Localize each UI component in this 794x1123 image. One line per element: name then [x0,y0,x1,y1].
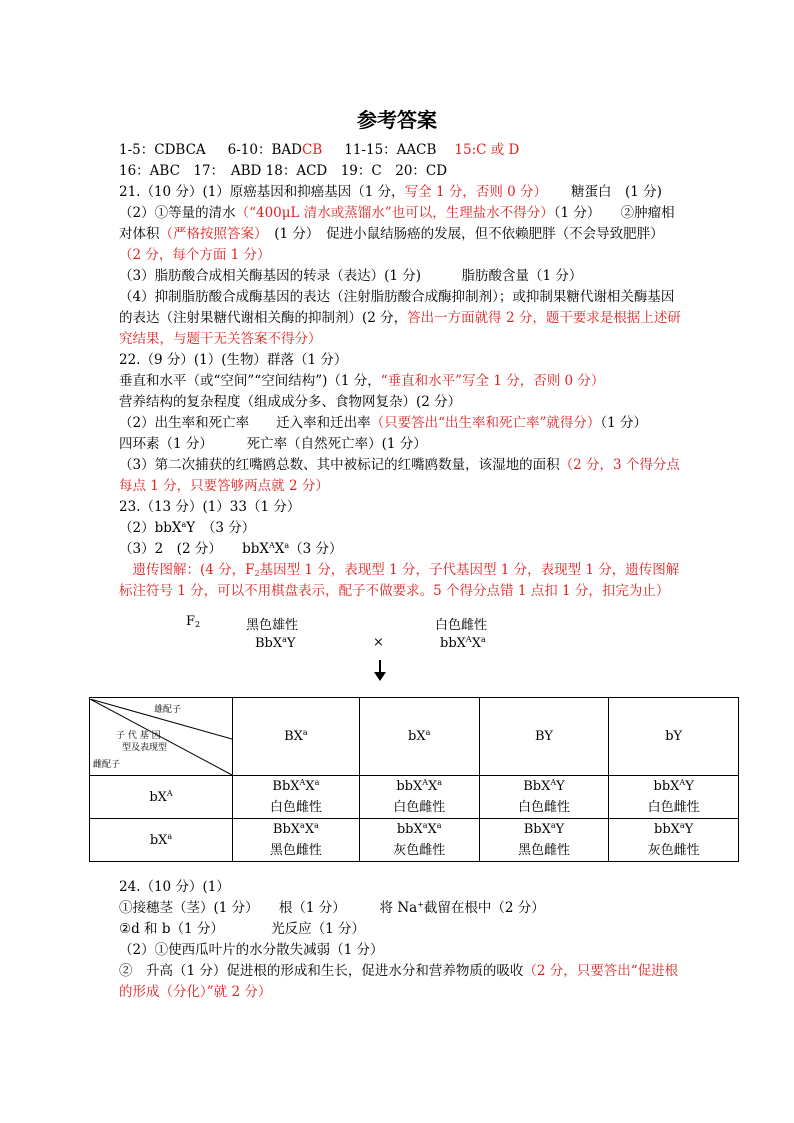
mc-line-1: 1-5：CDBCA 6-10：BADCB 11-15：AACB 15:C 或 D [119,142,520,158]
q23-line-1: 23.（13 分）(1）33（1 分） [119,499,301,515]
row-gamete: $bX^a$ [90,819,233,862]
q24-line-1: 24.（10 分）(1） [119,879,230,895]
q23-diagram-note: 遗传图解：(4 分，$F_2$基因型 1 分，表现型 1 分，子代基因型 1 分，表现型 1 分，遗传图解标注符号 1 分，可以不用棋盘表示，配子不做要求。5 个得分点错 1 点扣 1 分，扣完为止） [119,562,680,599]
q23-line-3: （3）2 (2 分） $bbX^AX^a(3$ 分） [119,541,343,557]
offspring-cell: $bbX^AX^a$ 白色雌性 [359,776,479,819]
header-offspring-1: 子 代 基 因 [116,730,161,741]
header-female-gamete: 雌配子 [93,759,121,770]
table-header-row [90,698,739,776]
q21-part-2: （2）①等量的清水（“400μL 清水或蒸馏水”也可以，生理盐水不得分）（1 分） ②肿瘤相对体积（严格按照答案） (1 分） 促进小鼠结肠癌的发展，但不依赖肥胖（不会导致肥胖） （2 分，每个方面 1 分） [119,205,675,263]
page-title: 参考答案 [357,108,437,132]
q22-line-2: 垂直和水平（或“空间”“空间结构”)（1 分，“垂直和水平”写全 1 分，否则 0 分） [119,373,605,389]
q24-line-2: ①接穗茎（茎）(1 分） 根（1 分） 将 Na+截留在根中（2 分） [119,900,545,916]
q22-line-1: 22.（9 分）(1）(生物）群落（1 分） [119,352,348,368]
offspring-cell: BbX$^A$Y 白色雌性 [479,776,609,819]
diagonal-header-cell [90,698,233,776]
cross-generation: $F_2$ [186,614,201,629]
header-offspring-2: 型及表现型 [122,742,168,753]
offspring-cell: BbX$^a$Y 黑色雌性 [479,819,609,862]
q21-part-4: （4）抑制脂肪酸合成酶基因的表达（注射脂肪酸合成酶抑制剂）；或抑制果糖代谢相关酶基因的表达（注射果糖代谢相关酶的抑制剂）(2 分，答出一方面就得 2 分，题干要求是根据上述研究结果，与题干无关答案不得分） [119,289,681,347]
col-header: bY [609,698,739,776]
offspring-cell: $bbX^aX^a$ 灰色雌性 [359,819,479,862]
offspring-cell: $BbX^aX^a$ 黑色雌性 [233,819,360,862]
offspring-cell: bbX$^a$Y 灰色雌性 [609,819,739,862]
q22-part-3: （3）第二次捕获的红嘴鸥总数、其中被标记的红嘴鸥数量，该湿地的面积（2 分，3 个得分点每点 1 分，只要答够两点就 2 分） [119,457,680,494]
col-header: $BX^a$ [233,698,360,776]
mc-line-2: 16：ABC 17： ABD 18：ACD 19：C 20：CD [119,163,448,179]
answer-block [119,140,681,602]
row-gamete: $bX^A$ [90,776,233,819]
table-row [90,776,739,819]
q24-line-4: （2）①使西瓜叶片的水分散失减弱（1 分） [119,942,384,958]
male-parent-label: 黑色雄性 [246,618,299,633]
q24-line-5: ② 升高（1 分）促进根的形成和生长，促进水分和营养物质的吸收（2 分，只要答出“促进根的形成（分化）”就 2 分） [119,963,679,1000]
q21-line-1: 21.（10 分）(1）原癌基因和抑癌基因（1 分，写全 1 分，否则 0 分） 糖蛋白 (1 分) [119,184,662,200]
table-row [90,819,739,862]
offspring-cell: $BbX^AX^a$ 白色雌性 [233,776,360,819]
q21-part-3: （3）脂肪酸合成相关酶基因的转录（表达）(1 分) 脂肪酸含量（1 分） [119,268,583,284]
q24-line-3: ②d 和 b（1 分） 光反应（1 分） [119,921,365,937]
female-parent-label: 白色雌性 [435,618,488,633]
punnett-table [89,697,739,862]
q24-block [119,877,681,1003]
female-parent-genotype: $bbX^AX^a$ [440,635,486,651]
q22-line-3: 营养结构的复杂程度（组成成分多、食物网复杂）(2 分） [119,394,462,410]
arrowhead-icon [374,672,386,681]
col-header: $bX^a$ [359,698,479,776]
q22-line-4: （2）出生率和死亡率 迁入率和迁出率（只要答出“出生率和死亡率”就得分）（1 分） [119,415,648,431]
male-parent-genotype: BbX$^a$Y [255,635,296,651]
q23-line-2: （2）bbX$^a$Y （3 分） [119,520,256,536]
q22-line-5: 四环素（1 分） 死亡率（自然死亡率）(1 分） [119,436,427,452]
cross-symbol: × [373,635,384,650]
col-header: BY [479,698,609,776]
header-male-gamete: 雄配子 [154,704,182,715]
offspring-cell: bbX$^A$Y 白色雌性 [609,776,739,819]
